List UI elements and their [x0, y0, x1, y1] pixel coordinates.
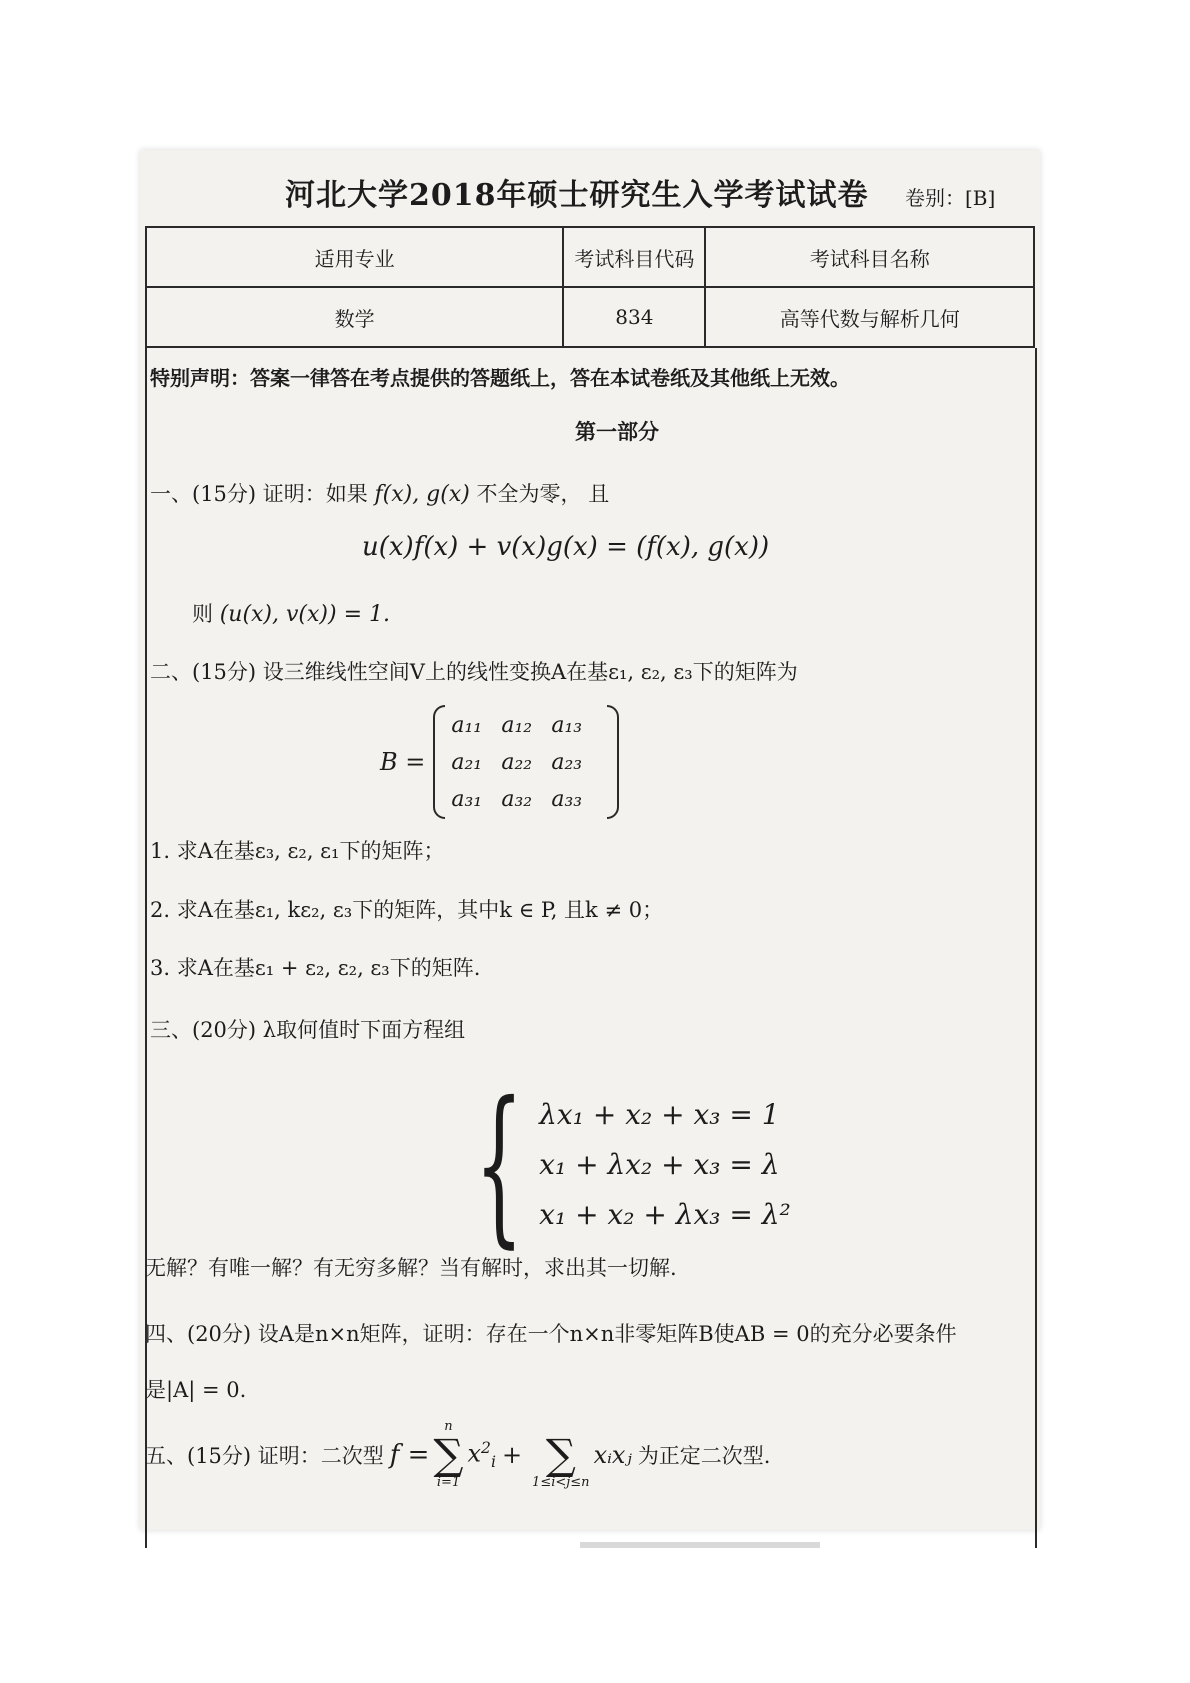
matrix-entry: a₂₁	[451, 749, 483, 775]
matrix-b	[380, 705, 619, 819]
exam-title: 河北大学2018年硕士研究生入学考试试卷	[285, 178, 869, 213]
info-table	[145, 226, 1035, 348]
q1-suffix: 不全为零， 且	[476, 482, 610, 506]
question-4-line-2: 是|A| = 0.	[145, 1378, 247, 1402]
question-3: 三、(20分) λ取何值时下面方程组	[150, 1018, 466, 1042]
matrix-entry: a₃₃	[551, 786, 583, 812]
sum-symbol-2	[532, 1420, 590, 1490]
q2-item-1: 1. 求A在基ε₃, ε₂, ε₁下的矩阵；	[150, 839, 445, 863]
q1-conclusion	[192, 598, 390, 628]
q3-followup: 无解？有唯一解？有无穷多解？当有解时，求出其一切解.	[145, 1256, 677, 1280]
question-2: 二、(15分) 设三维线性空间V上的线性变换A在基ε₁, ε₂, ε₃下的矩阵为	[150, 660, 798, 684]
q2-item-3: 3. 求A在基ε₁ + ε₂, ε₂, ε₃下的矩阵.	[150, 956, 481, 980]
q1-equation: u(x)f(x) + v(x)g(x) = (f(x), g(x))	[362, 532, 770, 562]
q1-then-equation: (u(x), v(x)) = 1.	[219, 602, 390, 627]
matrix-entry: a₃₂	[501, 786, 533, 812]
q1-then-label: 则	[192, 602, 213, 626]
matrix-entry: a₂₃	[551, 749, 583, 775]
sigma-icon: ∑	[545, 1430, 576, 1479]
subject-header: 考试科目名称	[705, 227, 1034, 287]
page-fade-mark	[580, 1542, 820, 1548]
content-frame	[145, 348, 1037, 1548]
matrix-entry: a₂₂	[501, 749, 533, 775]
matrix-right-bracket	[607, 705, 619, 819]
info-value-row	[146, 287, 1034, 347]
matrix-entry: a₁₂	[501, 712, 533, 738]
sum1-lower-limit: i=1	[436, 1475, 461, 1490]
q2-item-2: 2. 求A在基ε₁, kε₂, ε₃下的矩阵，其中k ∈ P, 且k ≠ 0；	[150, 898, 664, 922]
code-header: 考试科目代码	[563, 227, 705, 287]
info-header-row	[146, 227, 1034, 287]
code-value: 834	[563, 287, 705, 347]
matrix-entry: a₁₁	[451, 712, 483, 738]
q5-term-2: xᵢxⱼ	[593, 1441, 632, 1469]
matrix-entry: a₁₃	[551, 712, 583, 738]
matrix-entry: a₃₁	[451, 786, 483, 812]
subject-value: 高等代数与解析几何	[705, 287, 1034, 347]
system-equation-2: x₁ + λx₂ + x₃ = λ	[539, 1148, 780, 1181]
system-equation-1: λx₁ + x₂ + x₃ = 1	[539, 1098, 780, 1131]
major-value: 数学	[146, 287, 563, 347]
sum-symbol-1	[433, 1420, 463, 1490]
question-4-line-1: 四、(20分) 设A是n×n矩阵，证明：存在一个n×n非零矩阵B使AB = 0的充分必要条件	[145, 1322, 957, 1346]
special-notice: 特别声明：答案一律答在考点提供的答题纸上，答在本试卷纸及其他纸上无效。	[150, 366, 850, 390]
sum1-upper-limit: n	[444, 1419, 453, 1434]
major-header: 适用专业	[146, 227, 563, 287]
q5-plus: +	[501, 1441, 523, 1469]
q5-suffix: 为正定二次型.	[637, 1444, 771, 1468]
sigma-icon: ∑	[433, 1430, 464, 1479]
system-brace: {	[474, 1066, 524, 1264]
matrix-left-bracket	[433, 705, 445, 819]
matrix-label: B =	[380, 748, 426, 776]
question-5	[145, 1420, 771, 1490]
q1-prefix: 一、(15分) 证明：如果	[150, 482, 368, 506]
part-heading: 第一部分	[575, 419, 659, 444]
sum2-lower-limit: 1≤i<j≤n	[532, 1475, 590, 1490]
q5-term-1-base: x	[467, 1439, 482, 1468]
matrix-entries	[445, 713, 607, 812]
q5-term-1: $x^2_i$	[467, 1438, 496, 1472]
volume-label: 卷别：[B]	[905, 186, 996, 210]
q1-condition: f(x), g(x)	[374, 482, 470, 507]
q5-prefix: 五、(15分) 证明：二次型	[145, 1444, 384, 1468]
question-1	[150, 478, 609, 508]
system-equation-3: x₁ + x₂ + λx₃ = λ²	[539, 1198, 791, 1231]
q5-lhs: f =	[389, 1440, 430, 1470]
equation-system	[445, 1066, 791, 1264]
